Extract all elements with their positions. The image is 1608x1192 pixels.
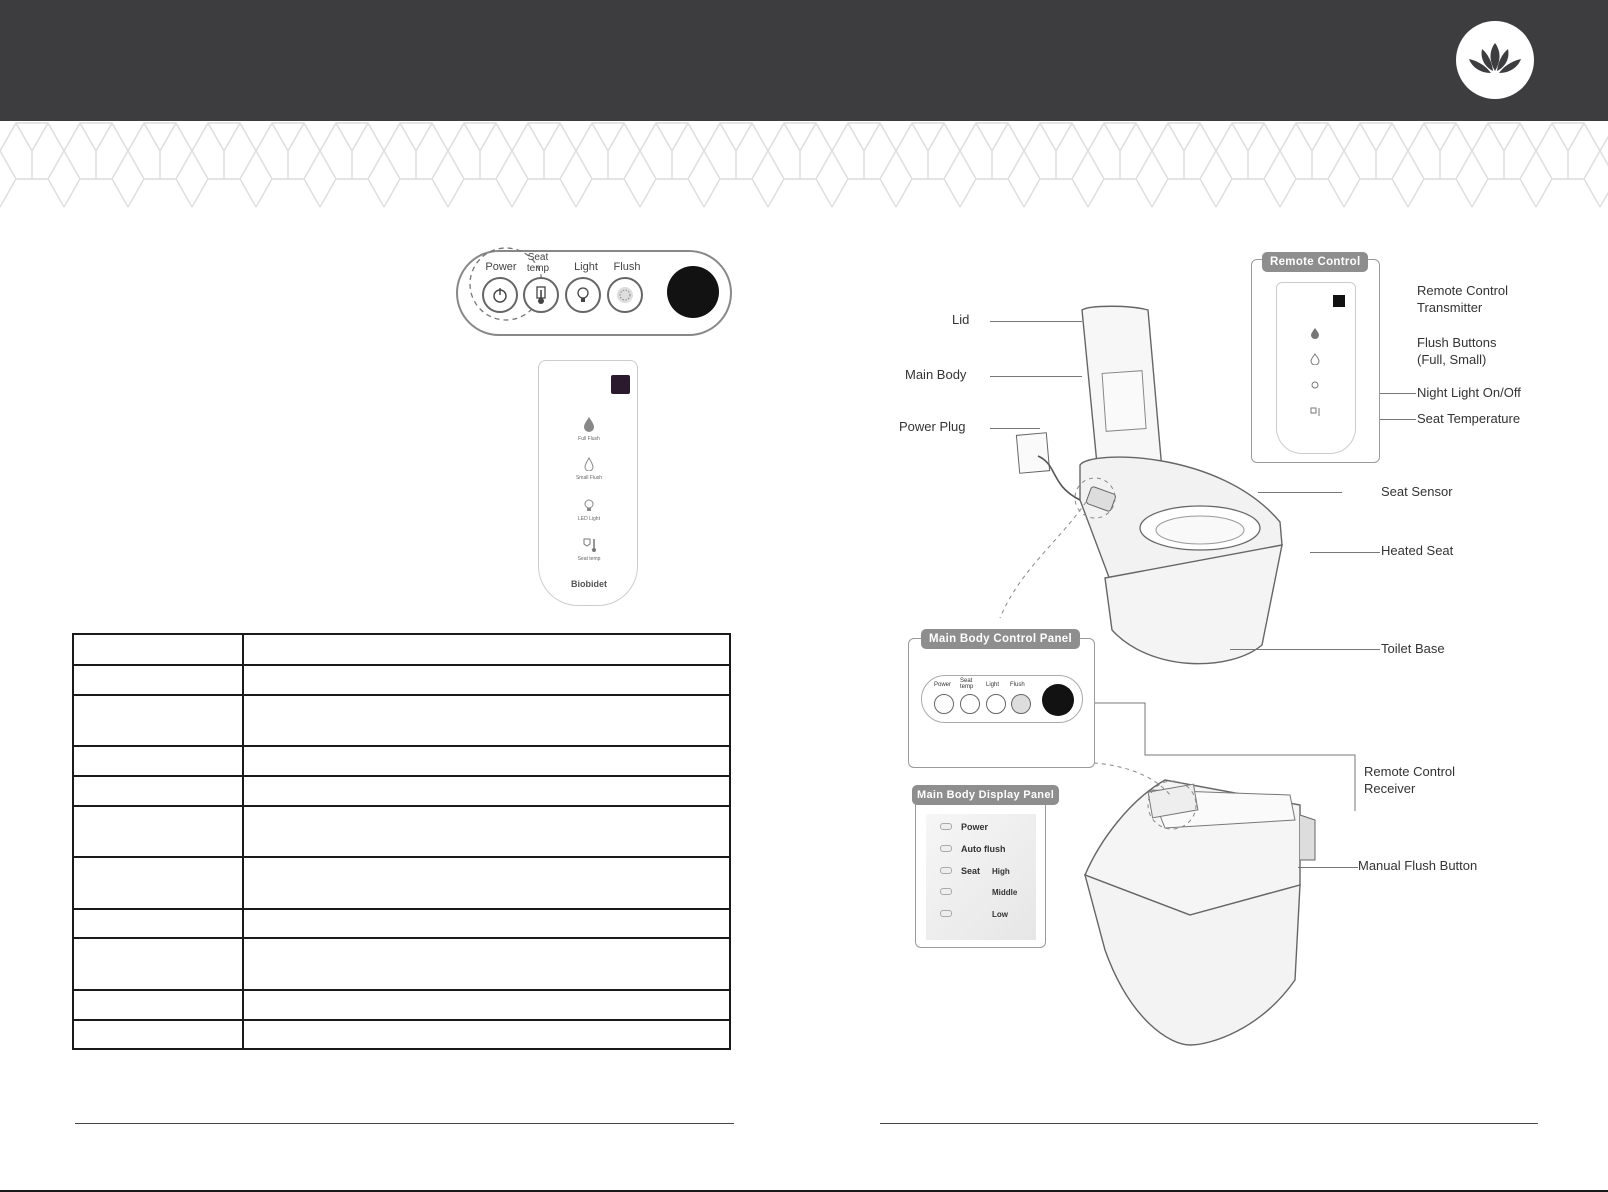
- seat-temp-button[interactable]: [523, 277, 559, 313]
- leader-toilet-base: [1230, 649, 1380, 650]
- table-row: [73, 909, 730, 938]
- seat-temp-small-icon: [1310, 407, 1322, 419]
- power-icon: [491, 286, 509, 304]
- seat-temp-icon[interactable]: [582, 537, 598, 553]
- night-light-label: Night Light On/Off: [1417, 385, 1521, 400]
- mini-power-button: [934, 694, 954, 714]
- lid-label: Lid: [952, 312, 970, 327]
- remote-control-callout: [1251, 256, 1380, 463]
- transmitter-window: [1333, 295, 1345, 307]
- mini-seat-temp-button: [960, 694, 980, 714]
- small-flush-label: Small Flush: [575, 475, 603, 481]
- mini-flush-button: [1011, 694, 1031, 714]
- thermometer-icon: [532, 284, 550, 306]
- toilet-base-label: Toilet Base: [1381, 641, 1445, 656]
- display-panel-title: Main Body Display Panel: [912, 785, 1059, 805]
- display-high-label: High: [992, 867, 1010, 876]
- mini-seat-temp-label: Seat temp: [960, 678, 974, 690]
- main-body-label: Main Body: [905, 367, 967, 382]
- flush-buttons-label-2: (Full, Small): [1417, 352, 1487, 367]
- leader-seat-sensor: [1258, 492, 1342, 493]
- table-row: [73, 665, 730, 695]
- leader-manual-flush: [1298, 867, 1358, 868]
- flush-buttons-label-1: Flush Buttons: [1417, 335, 1497, 350]
- leader-receiver: [1075, 698, 1360, 818]
- light-label: Light: [574, 261, 598, 273]
- small-flush-icon[interactable]: [582, 457, 596, 471]
- leader-heated-seat: [1310, 552, 1380, 553]
- light-small-icon: [1310, 380, 1320, 392]
- power-button[interactable]: [482, 277, 518, 313]
- table-row: [73, 938, 730, 990]
- remote-rx-label-1: Remote Control: [1364, 764, 1456, 779]
- flush-icon: [615, 285, 635, 305]
- manual-flush-label: Manual Flush Button: [1358, 858, 1478, 873]
- display-seat-label: Seat: [961, 866, 981, 876]
- led-light-icon[interactable]: [582, 498, 596, 514]
- display-auto-flush-label: Auto flush: [961, 844, 1006, 854]
- heated-seat-label: Heated Seat: [1381, 543, 1454, 558]
- mini-light-button: [986, 694, 1006, 714]
- control-panel-title: Main Body Control Panel: [921, 629, 1080, 649]
- control-panel-illustration: [456, 250, 732, 336]
- table-row: [73, 857, 730, 909]
- footer-rule-left: [75, 1123, 734, 1124]
- lotus-logo-icon: [1456, 21, 1534, 99]
- header-bar: [0, 0, 1608, 121]
- leader-main-body: [990, 376, 1082, 377]
- specification-table: [72, 633, 731, 1050]
- leader-lid: [990, 321, 1082, 322]
- display-panel-body: [926, 814, 1036, 940]
- footer-rule-right: [880, 1123, 1538, 1124]
- remote-control-illustration: [538, 360, 638, 606]
- remote-control-title: Remote Control: [1262, 252, 1368, 272]
- table-row: [73, 746, 730, 776]
- remote-small: [1276, 282, 1356, 454]
- seat-temp-remote-label: Seat temp: [577, 556, 601, 562]
- full-flush-icon[interactable]: [582, 416, 596, 432]
- control-panel-callout: [908, 633, 1095, 768]
- remote-tx-label-1: Remote Control: [1417, 283, 1509, 298]
- display-middle-label: Middle: [992, 888, 1018, 897]
- table-row: [73, 990, 730, 1020]
- led-seat-low: [940, 910, 952, 917]
- table-row: [73, 776, 730, 806]
- seat-temp-label: Seat temp: [526, 252, 550, 274]
- mini-receiver: [1042, 684, 1074, 716]
- table-row: [73, 634, 730, 665]
- bulb-icon: [573, 285, 593, 305]
- leader-power-plug: [990, 428, 1040, 429]
- seat-temperature-label: Seat Temperature: [1417, 411, 1521, 426]
- power-plug-label: Power Plug: [899, 419, 966, 434]
- full-flush-label: Full Flush: [578, 436, 600, 442]
- table-row: [73, 806, 730, 857]
- control-panel-mini: [921, 675, 1083, 723]
- led-seat-high: [940, 867, 952, 874]
- light-button[interactable]: [565, 277, 601, 313]
- led-auto-flush: [940, 845, 952, 852]
- geometric-pattern: [0, 121, 1608, 207]
- power-label: Power: [485, 261, 517, 273]
- remote-rx-label-2: Receiver: [1364, 781, 1416, 796]
- flush-button[interactable]: [607, 277, 643, 313]
- table-row: [73, 1020, 730, 1049]
- small-flush-small-icon: [1310, 353, 1320, 365]
- brand-label: Biobidet: [571, 579, 607, 589]
- flush-label: Flush: [613, 261, 641, 273]
- mini-light-label: Light: [986, 682, 1000, 688]
- mini-flush-label: Flush: [1010, 682, 1025, 688]
- remote-tx-label-2: Transmitter: [1417, 300, 1483, 315]
- led-light-label: LED Light: [578, 516, 600, 522]
- led-seat-middle: [940, 888, 952, 895]
- led-power: [940, 823, 952, 830]
- display-power-label: Power: [961, 822, 989, 832]
- ir-transmitter: [611, 375, 630, 394]
- full-flush-small-icon: [1310, 327, 1320, 339]
- table-row: [73, 695, 730, 746]
- display-panel-callout: [915, 789, 1055, 948]
- remote-receiver: [667, 266, 719, 318]
- display-low-label: Low: [992, 910, 1008, 919]
- seat-sensor-label: Seat Sensor: [1381, 484, 1453, 499]
- mini-power-label: Power: [934, 682, 952, 688]
